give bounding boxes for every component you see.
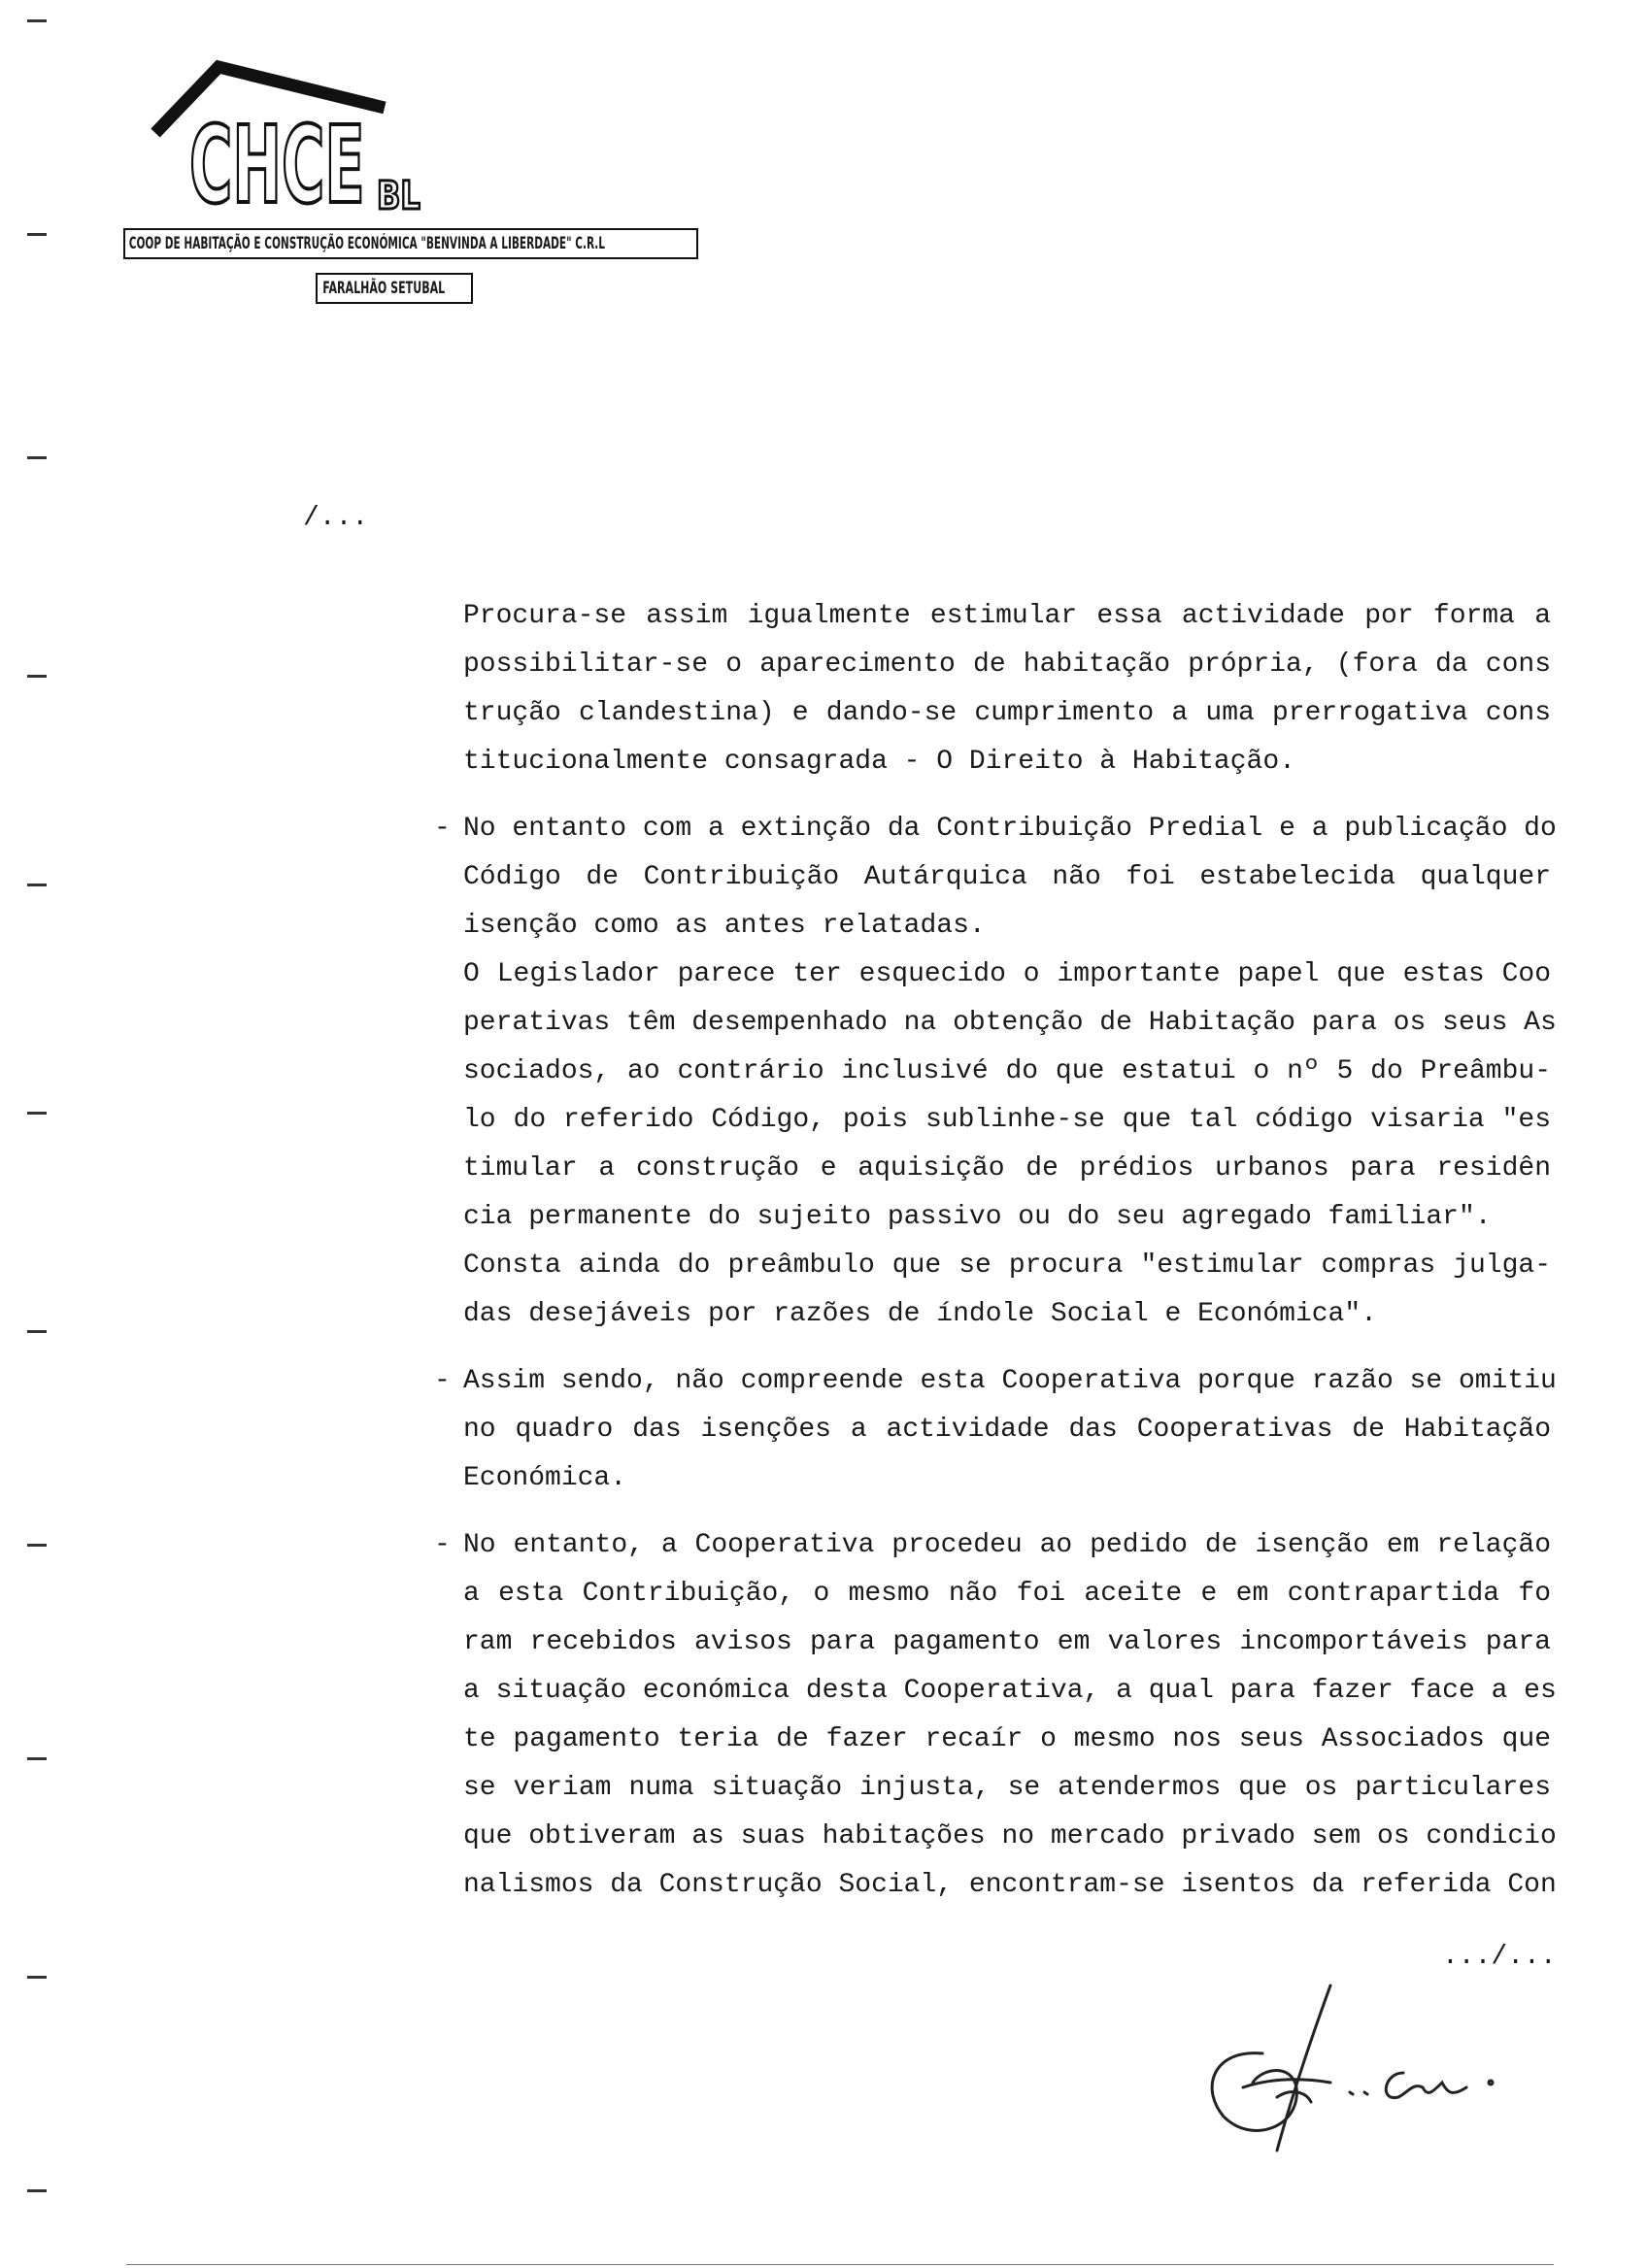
bullet-dash: - [434,1530,451,1560]
margin-mark [27,1976,47,1979]
organization-name [123,228,698,259]
margin-mark [27,1757,47,1760]
margin-mark [27,1544,47,1547]
paragraph [463,592,1551,786]
logo-text: CHCE [189,103,365,227]
text-line: possibilitar-se o aparecimento de habitação própria, (fora da cons [463,650,1551,680]
margin-mark [27,19,47,22]
text-line: nalismos da Construção Social, encontram-se isentos da referida Con [463,1870,1557,1900]
text-line: a esta Contribuição, o mesmo não foi aceite e em contrapartida fo [463,1579,1551,1609]
text-line: te pagamento teria de fazer recaír o mesmo nos seus Associados que [463,1724,1551,1754]
text-line: se veriam numa situação injusta, se atendermos que os particulares [463,1773,1551,1803]
page-edge-line [126,2264,1554,2265]
text-line: O Legislador parece ter esquecido o importante papel que estas Coo [463,959,1551,989]
signature [1194,1981,1525,2155]
margin-mark [27,1112,47,1115]
text-line: Código de Contribuição Autárquica não foi estabelecida qualquer [463,862,1551,892]
text-line: Assim sendo, não compreende esta Cooperativa porque razão se omitiu [463,1366,1557,1396]
text-line: No entanto, a Cooperativa procedeu ao pedido de isenção em relação [463,1530,1551,1560]
margin-mark [27,1330,47,1333]
organization-location [316,273,473,304]
organization-location-text: FARALHÃO SETUBAL [322,279,446,298]
margin-mark [27,233,47,236]
paragraph [434,1521,1557,1910]
text-line: No entanto com a extinção da Contribuição Predial e a publicação do [463,814,1557,844]
margin-mark [27,884,47,886]
logo-suffix: BL [377,174,420,218]
paragraph [434,1357,1557,1503]
text-line: perativas têm desempenhado na obtenção de Habitação para os seus As [463,1008,1557,1038]
text-line: Consta ainda do preâmbulo que se procura "estimular compras julga- [463,1251,1551,1281]
margin-mark [27,675,47,678]
text-line: sociados, ao contrário inclusivé do que estatui o nº 5 do Preâmbu- [463,1056,1551,1086]
margin-mark [27,2189,47,2192]
text-line: Económica. [463,1463,627,1493]
text-line: trução clandestina) e dando-se cumprimento a uma prerrogativa cons [463,698,1551,728]
text-line: isenção como as antes relatadas. [463,911,986,941]
letter-body [434,592,1557,1928]
text-line: ram recebidos avisos para pagamento em valores incomportáveis para [463,1627,1551,1657]
continuation-marker-top: /... [303,503,369,533]
text-line: no quadro das isenções a actividade das Cooperativas de Habitação [463,1415,1551,1445]
text-line: a situação económica desta Cooperativa, a qual para fazer face a es [463,1676,1557,1706]
organization-name-text: COOP DE HABITAÇÃO E CONSTRUÇÃO ECONÓMICA "BENVINDA A LIBERDADE" C.R.L [128,234,606,253]
text-line: timular a construção e aquisição de prédios urbanos para residên [463,1153,1551,1184]
text-line: que obtiveram as suas habitações no mercado privado sem os condicio [463,1821,1557,1851]
text-line: cia permanente do sujeito passivo ou do seu agregado familiar". [463,1202,1492,1232]
paragraph [434,805,1557,1339]
text-line: Procura-se assim igualmente estimular essa actividade por forma a [463,601,1551,631]
text-line: titucionalmente consagrada - O Direito à Habitação. [463,747,1295,777]
bullet-dash: - [434,814,451,844]
bullet-dash: - [434,1366,451,1396]
continuation-marker-bottom: .../... [1442,1942,1557,1972]
margin-mark [27,456,47,459]
text-line: lo do referido Código, pois sublinhe-se que tal código visaria "es [463,1105,1551,1135]
text-line: das desejáveis por razões de índole Social e Económica". [463,1299,1377,1329]
